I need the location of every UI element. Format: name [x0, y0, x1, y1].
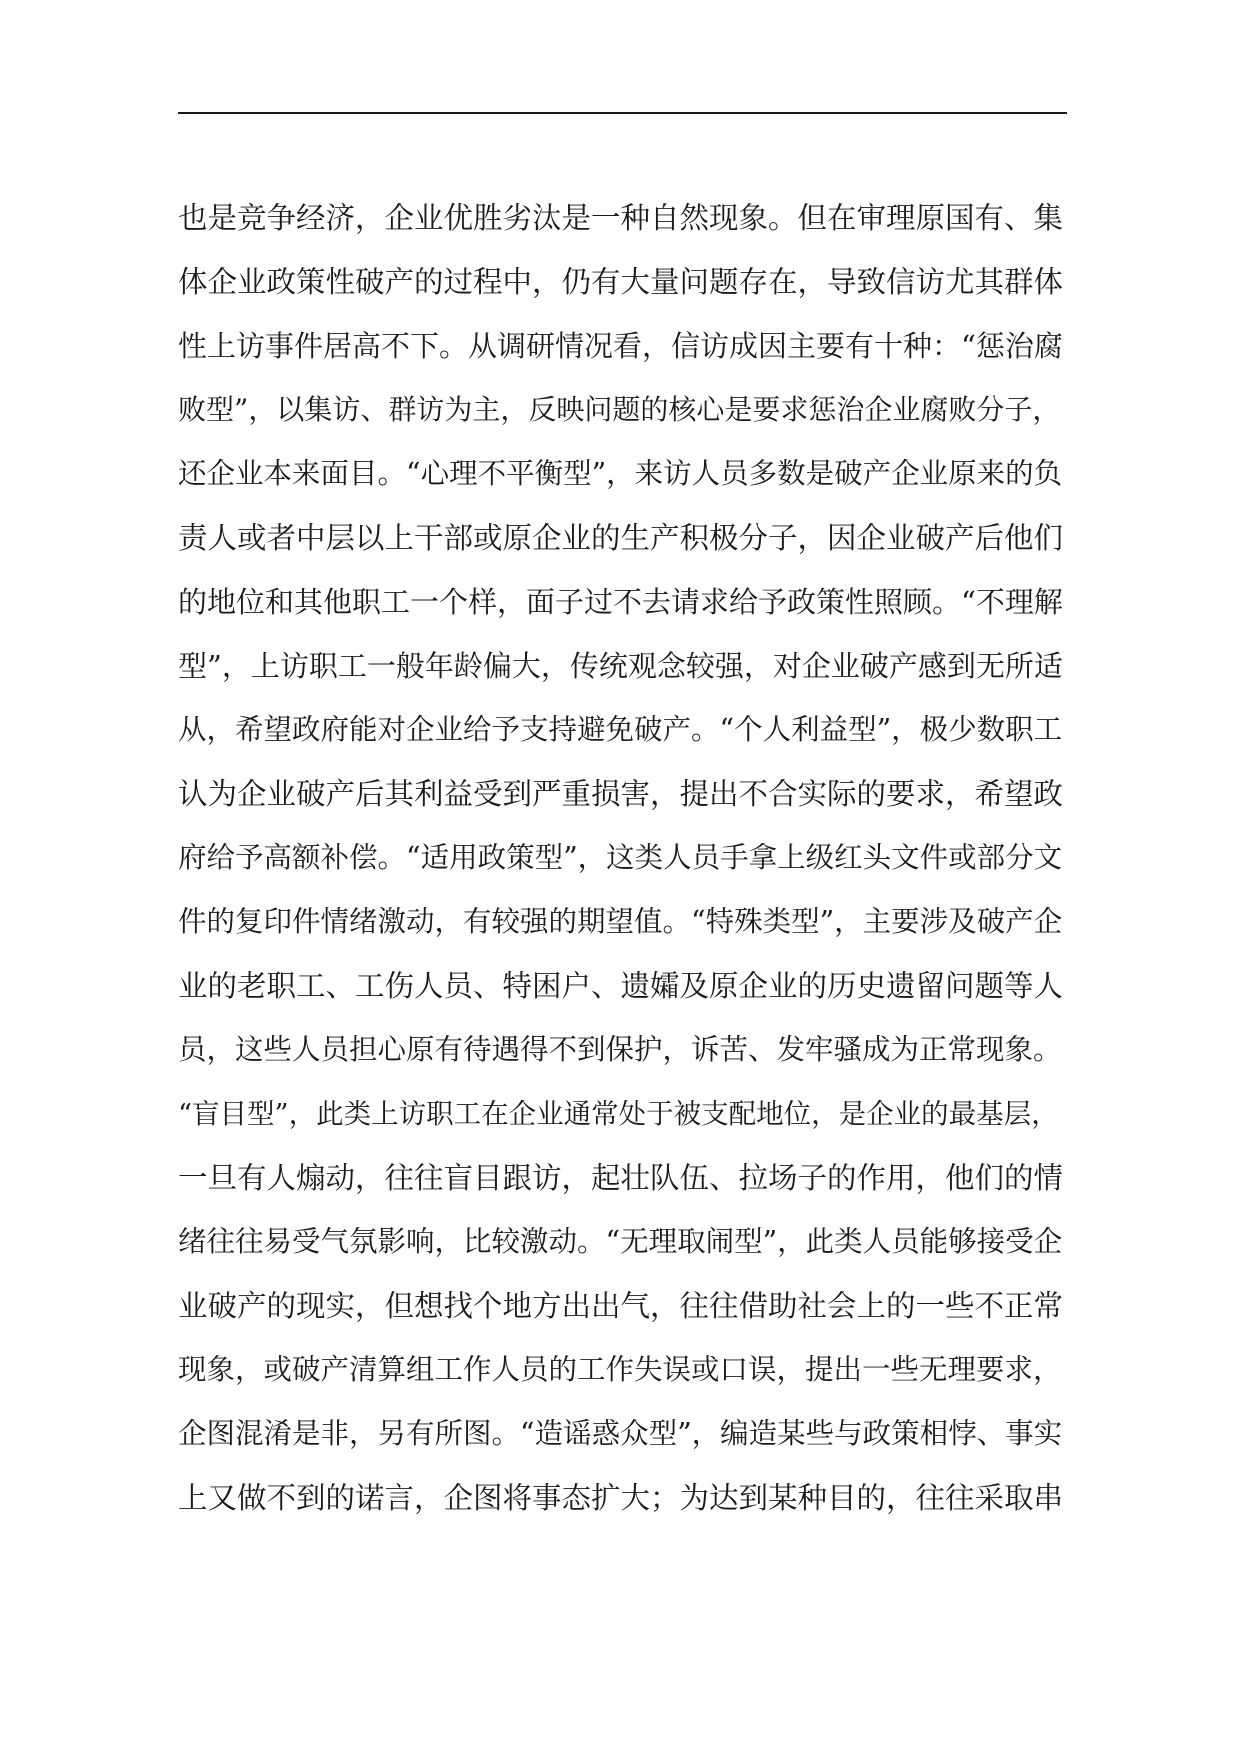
text-line: 府给予高额补偿。“适用政策型”，这类人员手拿上级红头文件或部分文 [178, 841, 1063, 874]
text-line: 绪往往易受气氛影响，比较激动。“无理取闹型”，此类人员能够接受企 [178, 1225, 1063, 1258]
text-line: 业的老职工、工伤人员、特困户、遗孀及原企业的历史遗留问题等人 [178, 969, 1064, 1003]
text-line: 还企业本来面目。“心理不平衡型”，来访人员多数是破产企业原来的负 [178, 457, 1063, 490]
text-line: 一旦有人煽动，往往盲目跟访，起壮队伍、拉场子的作用，他们的情 [178, 1161, 1064, 1195]
text-line: 现象，或破产清算组工作人员的工作失误或口误，提出一些无理要求， [178, 1353, 1062, 1386]
text-line: “盲目型”，此类上访职工在企业通常处于被支配地位，是企业的最基层， [178, 1098, 1059, 1130]
body-text [178, 186, 1067, 1530]
text-line: 企图混淆是非，另有所图。“造谣惑众型”，编造某些与政策相悖、事实 [178, 1417, 1063, 1450]
text-line: 型”，上访职工一般年龄偏大，传统观念较强，对企业破产感到无所适 [178, 649, 1063, 683]
text-line: 责人或者中层以上干部或原企业的生产积极分子，因企业破产后他们 [178, 521, 1064, 555]
text-line: 性上访事件居高不下。从调研情况看，信访成因主要有十种：“惩治腐 [178, 329, 1063, 363]
text-line: 件的复印件情绪激动，有较强的期望值。“特殊类型”，主要涉及破产企 [178, 905, 1063, 938]
text-line: 体企业政策性破产的过程中，仍有大量问题存在，导致信访尤其群体 [178, 265, 1064, 299]
text-line: 从，希望政府能对企业给予支持避免破产。“个人利益型”，极少数职工 [178, 713, 1063, 746]
text-line: 的地位和其他职工一个样，面子过不去请求给予政策性照顾。“不理解 [178, 585, 1063, 619]
text-line: 业破产的现实，但想找个地方出出气，往往借助社会上的一些不正常 [178, 1289, 1064, 1323]
text-line: 员，这些人员担心原有待遇得不到保护，诉苦、发牢骚成为正常现象。 [178, 1033, 1062, 1066]
text-line: 也是竞争经济，企业优胜劣汰是一种自然现象。但在审理原国有、集 [178, 201, 1064, 235]
text-line: 上又做不到的诺言，企图将事态扩大；为达到某种目的，往往采取串 [178, 1481, 1064, 1515]
text-line: 败型”，以集访、群访为主，反映问题的核心是要求惩治企业腐败分子， [178, 393, 1061, 426]
text-line: 认为企业破产后其利益受到严重损害，提出不合实际的要求，希望政 [178, 777, 1064, 811]
header-rule [178, 112, 1067, 114]
